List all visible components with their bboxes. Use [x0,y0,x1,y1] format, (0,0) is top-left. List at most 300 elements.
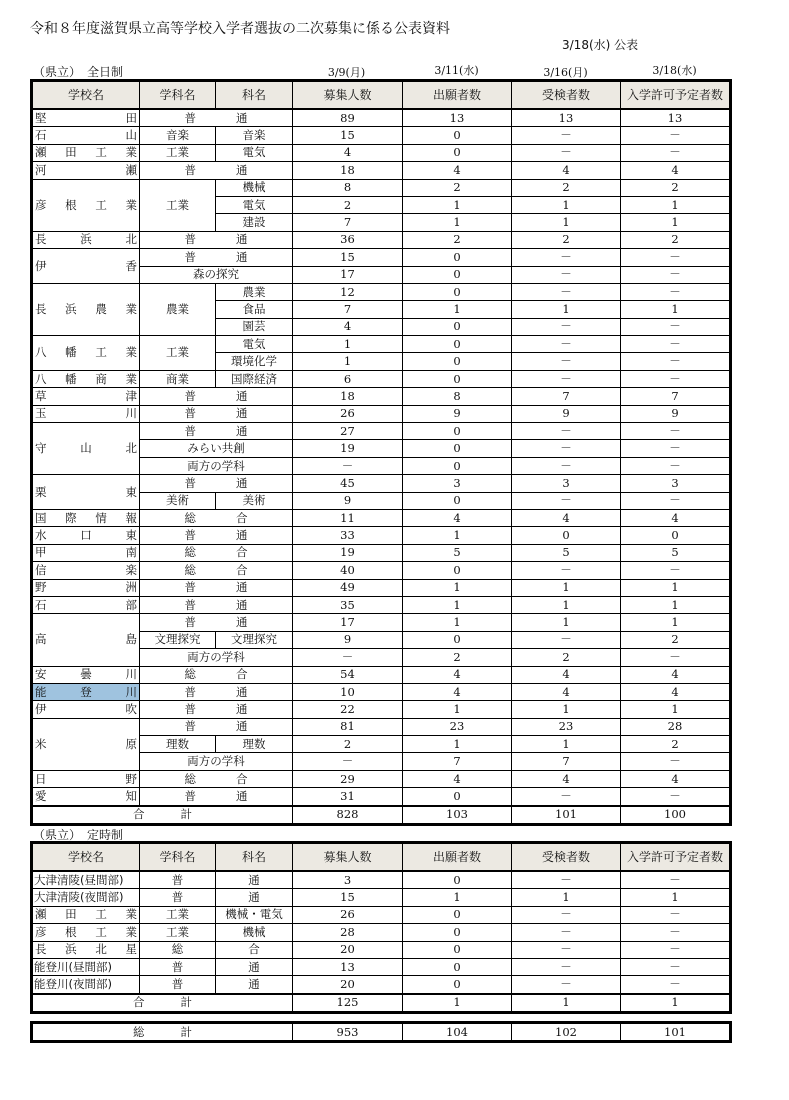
table-row [32,788,731,806]
cell-boshu: 20 [293,976,403,994]
gakka-name: 総 合 [140,770,293,787]
school-name: 長 浜 農 業 [32,283,140,335]
cell-boshu: 15 [293,889,403,906]
kamei-name: 合 [216,941,293,958]
cell-boshu: 1 [293,336,403,353]
school-name: 堅 田 [32,109,140,127]
cell-boshu: 27 [293,423,403,440]
published-date: 3/18(水) 公表 [562,38,639,52]
kamei-name: 通 [216,976,293,994]
cell-juken: 1 [512,701,621,718]
cell-kyoka: 4 [621,770,731,787]
cell-kyoka: － [621,492,731,509]
header-shutsugan: 出願者数 [403,843,512,872]
school-name: 瀬 田 工 業 [32,906,140,923]
gakka-name: 普 通 [140,596,293,613]
kamei-name: 電気 [216,196,293,213]
school-name: 石 山 [32,127,140,144]
cell-shutsugan: 0 [403,423,512,440]
table-row [32,770,731,787]
table-row [32,405,731,422]
table-row [32,388,731,405]
grand-total-table [30,1021,732,1043]
cell-juken: 4 [512,683,621,700]
kamei-name: 環境化学 [216,353,293,370]
gakka-name: 普 通 [140,579,293,596]
cell-shutsugan: 0 [403,249,512,266]
school-name: 瀬 田 工 業 [32,144,140,161]
school-name: 河 瀬 [32,162,140,179]
kamei-name: 機械・電気 [216,906,293,923]
table-row [32,889,731,906]
school-name: 日 野 [32,770,140,787]
school-name: 能登川(夜間部) [32,976,140,994]
cell-juken: － [512,370,621,387]
kamei-name: 通 [216,958,293,975]
cell-shutsugan: 0 [403,924,512,941]
cell-shutsugan: 0 [403,336,512,353]
cell-kyoka: 1 [621,196,731,213]
cell-kyoka: － [621,958,731,975]
gakka-name: 普 通 [140,249,293,266]
gakka-name: 総 合 [140,509,293,526]
cell-boshu: － [293,753,403,770]
kamei-name: 通 [216,889,293,906]
table-row [32,249,731,266]
school-name: 彦 根 工 業 [32,924,140,941]
school-name: 高 島 [32,614,140,666]
gakka-name: 普 [140,871,216,889]
header-boshu: 募集人数 [293,81,403,110]
grand-total-juken: 102 [512,1023,621,1042]
cell-boshu: 54 [293,666,403,683]
table-row [32,614,731,631]
cell-shutsugan: 0 [403,266,512,283]
grand-total-row [32,1023,731,1042]
header-juken: 受検者数 [512,843,621,872]
cell-shutsugan: 0 [403,906,512,923]
cell-juken: 1 [512,614,621,631]
cell-juken: 4 [512,509,621,526]
cell-kyoka: － [621,318,731,335]
header-gakka: 学科名 [140,81,216,110]
cell-juken: 9 [512,405,621,422]
gakka-name: 両方の学科 [140,457,293,474]
cell-kyoka: － [621,941,731,958]
kamei-name: 文理探究 [216,631,293,648]
cell-boshu: 26 [293,405,403,422]
total-boshu: 125 [293,994,403,1013]
school-name: 国 際 情 報 [32,509,140,526]
table-row [32,562,731,579]
gakka-name: 普 [140,889,216,906]
cell-kyoka: － [621,353,731,370]
cell-juken: 2 [512,179,621,196]
cell-juken: 1 [512,579,621,596]
cell-shutsugan: 0 [403,941,512,958]
table-row [32,718,731,735]
cell-juken: 1 [512,736,621,753]
header-kyoka: 入学許可予定者数 [621,81,731,110]
cell-boshu: 22 [293,701,403,718]
cell-juken: 1 [512,196,621,213]
school-name: 愛 知 [32,788,140,806]
cell-kyoka: 2 [621,179,731,196]
cell-boshu: － [293,649,403,666]
school-name: 能 登 川 [32,683,140,700]
cell-juken: － [512,249,621,266]
gakka-name: 普 通 [140,683,293,700]
cell-juken: 7 [512,388,621,405]
cell-boshu: 40 [293,562,403,579]
kamei-name: 電気 [216,144,293,161]
cell-kyoka: 1 [621,214,731,231]
cell-juken: － [512,457,621,474]
cell-boshu: 28 [293,924,403,941]
gakka-name: 両方の学科 [140,649,293,666]
cell-juken: － [512,440,621,457]
cell-boshu: 29 [293,770,403,787]
cell-shutsugan: 0 [403,976,512,994]
cell-shutsugan: 2 [403,649,512,666]
total-juken: 101 [512,806,621,825]
table-row [32,162,731,179]
gakka-name: 普 通 [140,405,293,422]
cell-kyoka: 4 [621,509,731,526]
cell-shutsugan: 2 [403,231,512,248]
cell-kyoka: 2 [621,631,731,648]
cell-shutsugan: 0 [403,562,512,579]
cell-juken: 23 [512,718,621,735]
cell-shutsugan: 0 [403,631,512,648]
cell-juken: － [512,924,621,941]
cell-shutsugan: 13 [403,109,512,127]
cell-kyoka: － [621,144,731,161]
header-kamei: 科名 [216,843,293,872]
gakka-name: 美術 [140,492,216,509]
school-name: 玉 川 [32,405,140,422]
kamei-name: 建設 [216,214,293,231]
gakka-name: 両方の学科 [140,753,293,770]
table-row [32,596,731,613]
cell-boshu: 2 [293,736,403,753]
parttime-section-label: （県立） 定時制 [33,828,124,842]
cell-boshu: 13 [293,958,403,975]
cell-kyoka: － [621,283,731,300]
table-row [32,527,731,544]
cell-kyoka: － [621,924,731,941]
school-name: 彦 根 工 業 [32,179,140,231]
cell-kyoka: 2 [621,736,731,753]
school-name: 米 原 [32,718,140,770]
header-school: 学校名 [32,81,140,110]
cell-juken: 2 [512,231,621,248]
cell-shutsugan: 0 [403,127,512,144]
cell-boshu: 2 [293,196,403,213]
cell-kyoka: 1 [621,301,731,318]
cell-boshu: 81 [293,718,403,735]
total-boshu: 828 [293,806,403,825]
cell-shutsugan: 0 [403,370,512,387]
table-row [32,544,731,561]
kamei-name: 通 [216,871,293,889]
school-name: 能登川(昼間部) [32,958,140,975]
cell-boshu: 7 [293,301,403,318]
kamei-name: 国際経済 [216,370,293,387]
cell-boshu: 8 [293,179,403,196]
cell-kyoka: － [621,871,731,889]
school-name: 水 口 東 [32,527,140,544]
cell-kyoka: － [621,423,731,440]
total-label: 合 計 [32,806,293,825]
cell-boshu: 35 [293,596,403,613]
table-row [32,941,731,958]
table-row [32,179,731,196]
gakka-name: 工業 [140,336,216,371]
cell-boshu: 19 [293,544,403,561]
school-name: 甲 南 [32,544,140,561]
cell-juken: 13 [512,109,621,127]
cell-shutsugan: 0 [403,788,512,806]
fulltime-header-row [32,81,731,110]
total-shutsugan: 103 [403,806,512,825]
school-name: 八 幡 商 業 [32,370,140,387]
gakka-name: 総 合 [140,562,293,579]
cell-boshu: 89 [293,109,403,127]
cell-shutsugan: 4 [403,666,512,683]
gakka-name: 普 通 [140,701,293,718]
gakka-name: 普 通 [140,788,293,806]
cell-kyoka: 4 [621,162,731,179]
cell-juken: － [512,127,621,144]
cell-juken: － [512,958,621,975]
cell-juken: 1 [512,214,621,231]
cell-juken: － [512,631,621,648]
cell-kyoka: 3 [621,475,731,492]
cell-kyoka: － [621,457,731,474]
header-shutsugan: 出願者数 [403,81,512,110]
kamei-name: 機械 [216,924,293,941]
cell-shutsugan: 1 [403,579,512,596]
cell-boshu: 17 [293,266,403,283]
total-juken: 1 [512,994,621,1013]
cell-kyoka: 4 [621,666,731,683]
cell-shutsugan: 1 [403,701,512,718]
gakka-name: 普 通 [140,109,293,127]
cell-kyoka: － [621,753,731,770]
table-row [32,924,731,941]
gakka-name: 普 通 [140,718,293,735]
cell-boshu: 17 [293,614,403,631]
cell-shutsugan: 4 [403,162,512,179]
cell-juken: － [512,788,621,806]
grand-total-label: 総 計 [32,1023,293,1042]
table-row [32,958,731,975]
cell-kyoka: 1 [621,889,731,906]
cell-shutsugan: 8 [403,388,512,405]
cell-juken: 3 [512,475,621,492]
date-juken: 3/16(月) [543,66,588,79]
kamei-name: 園芸 [216,318,293,335]
grand-total-boshu: 953 [293,1023,403,1042]
document-title: 令和８年度滋賀県立高等学校入学者選抜の二次募集に係る公表資料 [30,21,450,37]
kamei-name: 美術 [216,492,293,509]
school-name: 信 楽 [32,562,140,579]
cell-boshu: 11 [293,509,403,526]
table-row [32,475,731,492]
gakka-name: 普 通 [140,162,293,179]
cell-shutsugan: 1 [403,301,512,318]
gakka-name: 工業 [140,144,216,161]
cell-juken: 2 [512,649,621,666]
header-kyoka: 入学許可予定者数 [621,843,731,872]
cell-shutsugan: 1 [403,614,512,631]
parttime-table [30,841,732,1014]
cell-kyoka: 2 [621,231,731,248]
cell-boshu: 3 [293,871,403,889]
kamei-name: 理数 [216,736,293,753]
cell-shutsugan: 1 [403,736,512,753]
cell-boshu: 33 [293,527,403,544]
gakka-name: 普 通 [140,475,293,492]
cell-kyoka: － [621,562,731,579]
cell-shutsugan: 0 [403,144,512,161]
cell-boshu: 7 [293,214,403,231]
cell-kyoka: 28 [621,718,731,735]
cell-boshu: 45 [293,475,403,492]
cell-juken: － [512,492,621,509]
school-name: 栗 東 [32,475,140,510]
kamei-name: 農業 [216,283,293,300]
cell-shutsugan: 1 [403,596,512,613]
cell-boshu: － [293,457,403,474]
cell-boshu: 9 [293,492,403,509]
school-name: 草 津 [32,388,140,405]
gakka-name: 工業 [140,906,216,923]
total-label: 合 計 [32,994,293,1013]
cell-juken: － [512,283,621,300]
cell-juken: － [512,336,621,353]
table-row [32,509,731,526]
cell-kyoka: 5 [621,544,731,561]
school-name: 八 幡 工 業 [32,336,140,371]
cell-juken: － [512,144,621,161]
cell-juken: 1 [512,301,621,318]
gakka-name: 理数 [140,736,216,753]
date-boshu: 3/9(月) [327,66,366,79]
cell-boshu: 36 [293,231,403,248]
cell-juken: － [512,941,621,958]
cell-boshu: 6 [293,370,403,387]
cell-juken: 4 [512,162,621,179]
kamei-name: 機械 [216,179,293,196]
table-row [32,127,731,144]
school-name: 長 浜 北 [32,231,140,248]
cell-shutsugan: 5 [403,544,512,561]
cell-juken: 0 [512,527,621,544]
school-name: 安 曇 川 [32,666,140,683]
cell-shutsugan: 1 [403,196,512,213]
cell-kyoka: － [621,249,731,266]
school-name: 伊 吹 [32,701,140,718]
gakka-name: 普 [140,958,216,975]
cell-juken: － [512,871,621,889]
cell-kyoka: 4 [621,683,731,700]
cell-boshu: 9 [293,631,403,648]
school-name: 守 山 北 [32,423,140,475]
cell-shutsugan: 0 [403,318,512,335]
gakka-name: 工業 [140,924,216,941]
cell-kyoka: － [621,127,731,144]
table-row [32,283,731,300]
header-gakka: 学科名 [140,843,216,872]
cell-boshu: 31 [293,788,403,806]
cell-kyoka: － [621,370,731,387]
cell-kyoka: 1 [621,596,731,613]
total-kyoka: 100 [621,806,731,825]
table-row [32,701,731,718]
cell-kyoka: － [621,649,731,666]
cell-kyoka: 0 [621,527,731,544]
table-row [32,579,731,596]
table-row [32,370,731,387]
table-row [32,109,731,127]
cell-shutsugan: 0 [403,353,512,370]
table-row [32,666,731,683]
gakka-name: 商業 [140,370,216,387]
cell-kyoka: 1 [621,614,731,631]
cell-shutsugan: 0 [403,440,512,457]
cell-shutsugan: 4 [403,509,512,526]
table-row [32,144,731,161]
cell-shutsugan: 0 [403,457,512,474]
cell-kyoka: － [621,440,731,457]
cell-boshu: 4 [293,318,403,335]
cell-juken: － [512,562,621,579]
cell-juken: 5 [512,544,621,561]
gakka-name: 総 [140,941,216,958]
cell-kyoka: 7 [621,388,731,405]
cell-kyoka: － [621,976,731,994]
school-name: 長 浜 北 星 [32,941,140,958]
gakka-name: 総 合 [140,666,293,683]
cell-shutsugan: 1 [403,889,512,906]
table-row [32,423,731,440]
cell-juken: － [512,318,621,335]
cell-shutsugan: 1 [403,527,512,544]
cell-boshu: 26 [293,906,403,923]
grand-total-kyoka: 101 [621,1023,731,1042]
cell-shutsugan: 23 [403,718,512,735]
school-name: 野 洲 [32,579,140,596]
cell-juken: － [512,423,621,440]
cell-kyoka: 13 [621,109,731,127]
cell-shutsugan: 0 [403,283,512,300]
table-row [32,871,731,889]
header-boshu: 募集人数 [293,843,403,872]
cell-boshu: 18 [293,162,403,179]
table-row [32,336,731,353]
cell-kyoka: 1 [621,579,731,596]
cell-kyoka: 9 [621,405,731,422]
cell-shutsugan: 2 [403,179,512,196]
cell-boshu: 10 [293,683,403,700]
cell-juken: 1 [512,596,621,613]
table-row [32,906,731,923]
cell-shutsugan: 9 [403,405,512,422]
total-shutsugan: 1 [403,994,512,1013]
table-row [32,231,731,248]
